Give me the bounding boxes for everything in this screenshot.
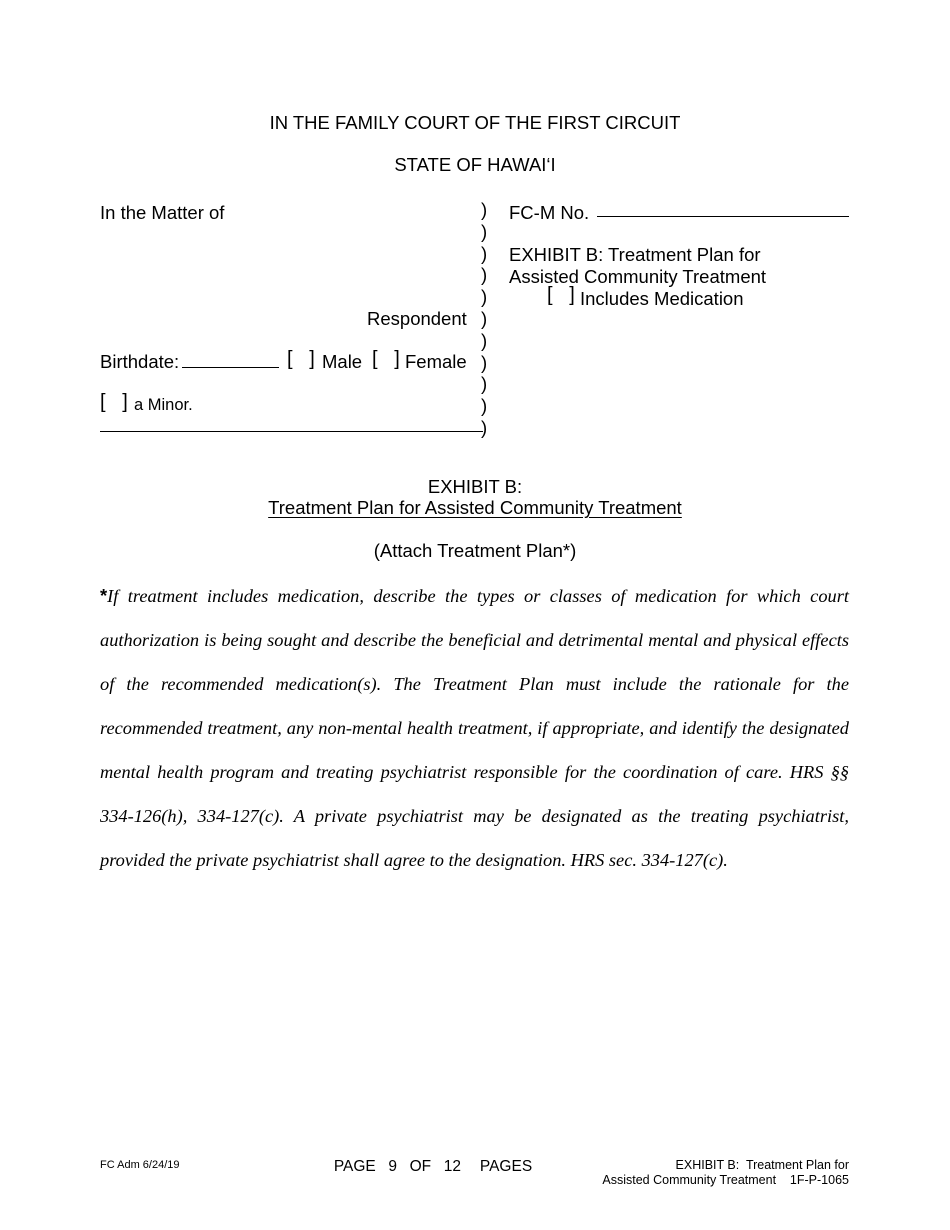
instruction-text: If treatment includes medication, describe the types or classes of medication for which court authorization is being sought and describe the beneficial and detrimental mental and physical effects of the recommended medication(s). The Treatment Plan must include the rationale for the recommended treatment, any non-mental health treatment, if appropriate, and identify the designated mental health program and treating psychiatrist responsible for the coordination of care. HRS §§ 334-126(h), 334-127(c). A private psychiatrist may be designated as the treating psychiatrist, provided the private psychiatrist shall agree to the designation. HRS sec. 334-127(c). [100, 586, 849, 870]
minor-label: a Minor. [134, 396, 193, 414]
attach-instruction: (Attach Treatment Plan*) [373, 540, 577, 561]
exhibit-caption-line2: Assisted Community Treatment [509, 266, 767, 287]
caption-divider [100, 431, 483, 432]
footer-title-line2: Assisted Community Treatment 1F-P-1065 [602, 1173, 849, 1187]
footer-form-title [602, 1158, 849, 1188]
form-date: FC Adm 6/24/19 [100, 1159, 180, 1171]
male-label: Male [322, 351, 363, 372]
minor-checkbox[interactable]: [ ] [100, 391, 128, 413]
male-checkbox[interactable]: [ ] [287, 348, 315, 370]
birthdate-field[interactable] [182, 367, 279, 368]
exhibit-subtitle: Treatment Plan for Assisted Community Treatment [268, 497, 682, 518]
includes-medication-label: Includes Medication [580, 288, 744, 309]
instruction-paragraph [100, 574, 849, 882]
exhibit-title: EXHIBIT B: [427, 476, 523, 497]
female-label: Female [405, 351, 467, 372]
case-number-label: FC-M No. [509, 202, 590, 223]
state-heading: STATE OF HAWAI‘I [394, 154, 556, 175]
matter-label: In the Matter of [100, 202, 225, 223]
exhibit-subtitle-row [0, 497, 950, 519]
footer-title-line1: EXHIBIT B: Treatment Plan for [675, 1158, 849, 1172]
female-checkbox[interactable]: [ ] [372, 348, 400, 370]
caption-paren-column: ) ) ) ) ) ) ) ) ) ) ) [481, 199, 488, 438]
birthdate-label: Birthdate: [100, 351, 180, 372]
page-number: PAGE 9 OF 12 PAGES [333, 1158, 533, 1175]
court-heading: IN THE FAMILY COURT OF THE FIRST CIRCUIT [269, 112, 681, 133]
exhibit-caption-line1: EXHIBIT B: Treatment Plan for [509, 244, 761, 265]
footnote-asterisk: * [100, 585, 108, 606]
case-number-field[interactable] [597, 216, 849, 217]
respondent-label: Respondent [367, 308, 467, 329]
medication-checkbox[interactable]: [ ] [547, 284, 575, 306]
